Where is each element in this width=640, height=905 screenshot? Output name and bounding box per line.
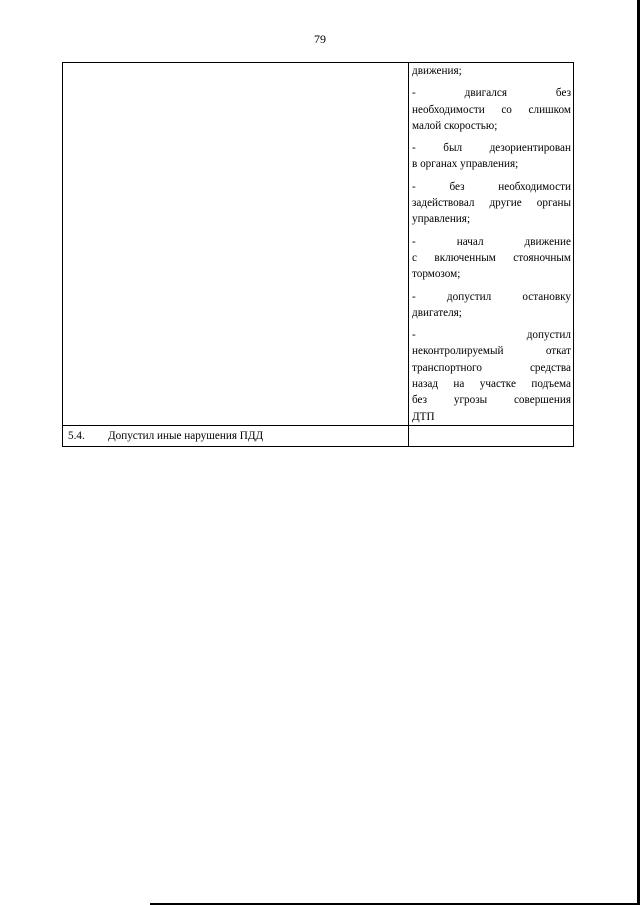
page-number: 79 [314, 32, 326, 46]
justified-line: - был дезориентирован [412, 142, 571, 155]
row-5-4-empty-cell [409, 425, 574, 446]
justified-line: - двигался без [412, 87, 571, 100]
left-cell-empty [63, 63, 409, 426]
justified-line: неконтролируемый откат [412, 345, 571, 358]
justified-line: - допустил остановку [412, 290, 571, 303]
justified-line: без угрозы совершения [412, 394, 571, 407]
violation-details-cell [409, 63, 574, 426]
justified-line: транспортного средства [412, 361, 571, 374]
table-row [63, 63, 574, 426]
justified-line: с включенным стояночным [412, 251, 571, 264]
table-row [63, 425, 574, 446]
exam-criteria-table [62, 62, 574, 447]
justified-line: - допустил [412, 329, 571, 342]
justified-line: - без необходимости [412, 180, 571, 193]
row-number: 5.4. [68, 429, 85, 442]
list-item: - допустил остановку двигателя; [412, 290, 571, 319]
justified-line: - начал движение [412, 235, 571, 248]
list-item: - был дезориентирован в органах управления; [412, 142, 571, 171]
list-item: - двигался без необходимости со слишком малой скоростью; [412, 87, 571, 132]
violation-text: Допустил иные нарушения ПДД [108, 429, 264, 442]
row-5-4-description-cell [63, 425, 409, 446]
list-item: движения; [412, 65, 462, 77]
list-item: - допустил неконтролируемый откат транспортного средства назад на участке подъема без угрозы совершения ДТП [412, 329, 571, 423]
list-item: - начал движение с включенным стояночным тормозом; [412, 235, 571, 281]
list-item: - без необходимости задействовал другие органы управления; [412, 180, 571, 226]
justified-line: назад на участке подъема [412, 378, 571, 391]
